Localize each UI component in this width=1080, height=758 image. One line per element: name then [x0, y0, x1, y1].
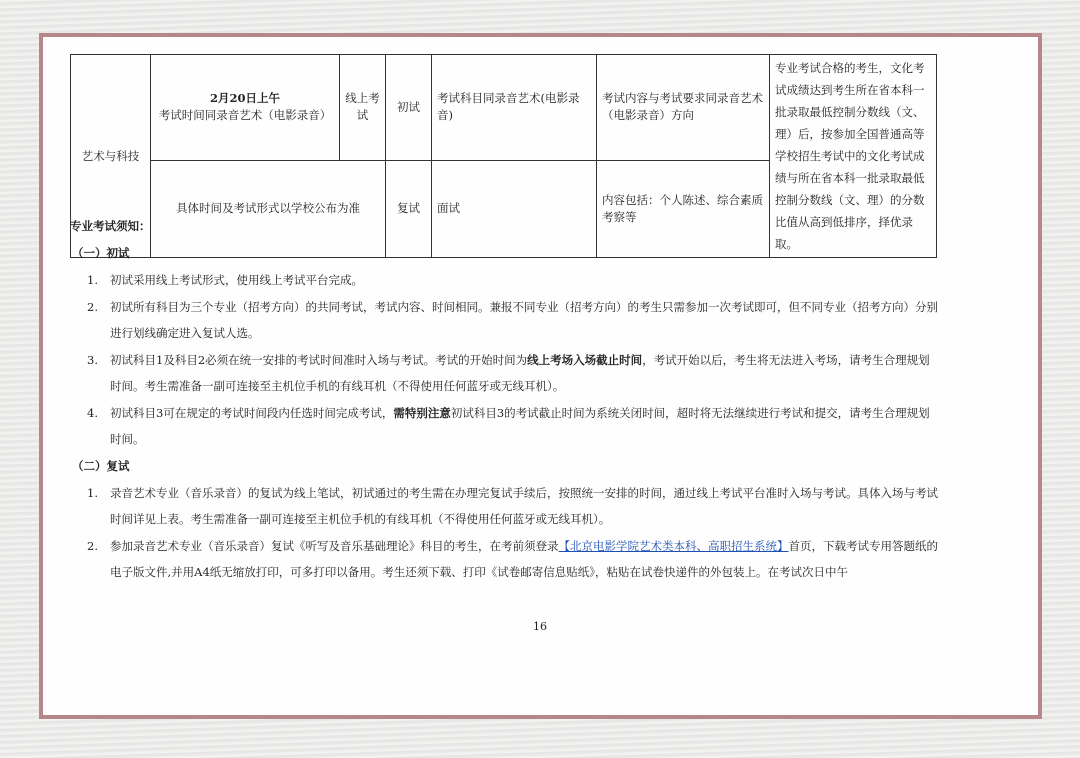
content-cell-retest: 内容包括：个人陈述、综合素质考察等	[597, 160, 770, 257]
admission-system-link[interactable]: 【北京电影学院艺术类本科、高职招生系统】	[558, 538, 789, 553]
subjects-cell-initial: 考试科目同录音艺术(电影录音)	[432, 55, 597, 161]
notes-heading: 专业考试须知：	[70, 219, 151, 233]
list-item: 2. 初试所有科目为三个专业（招考方向）的共同考试，考试内容、时间相同。兼报不同专业（招考方向）的考生只需参加一次考试即可，但不同专业（招考方向）分别进行划线确定进入复试人选。	[87, 299, 938, 340]
emphasis-text: 线上考场入场截止时间	[527, 352, 643, 367]
department-cell: 艺术与科技	[71, 55, 151, 258]
admission-rule-cell: 专业考试合格的考生，文化考试成绩达到考生所在省本科一批录取最低控制分数线（文、理）后，按参加全国普通高等学校招生考试中的文化考试成绩与所在省本科一批录取最低控制分数线（文、理）的分数比值从高到低排序，择优录取。	[770, 55, 937, 258]
list-item: 1. 录音艺术专业（音乐录音）的复试为线上笔试，初试通过的考生需在办理完复试手续后，按照统一安排的时间，通过线上考试平台准时入场与考试。具体入场与考试时间详见上表。考生需准备一副可连接至主机位手机的有线耳机（不得使用任何蓝牙或无线耳机）。	[87, 485, 938, 526]
list-item: 1. 初试采用线上考试形式，使用线上考试平台完成。	[87, 273, 363, 287]
section-retest-title: （二）复试	[72, 458, 130, 473]
content-cell-initial: 考试内容与考试要求同录音艺术（电影录音）方向	[597, 55, 770, 161]
exam-date: 2月20日上午	[209, 91, 280, 106]
stage-cell-retest: 复试	[386, 160, 432, 257]
exam-mode-cell: 线上考试	[340, 55, 386, 161]
exam-date-cell	[151, 55, 340, 161]
exam-notes	[70, 213, 940, 586]
stage-cell-initial: 初试	[386, 55, 432, 161]
retest-time-cell: 具体时间及考试形式以学校公布为准	[151, 160, 386, 257]
exam-time-note: 考试时间同录音艺术（电影录音）	[158, 108, 332, 123]
list-item: 2. 参加录音艺术专业（音乐录音）复试《听写及音乐基础理论》科目的考生，在考前须登录【北京电影学院艺术类本科、高职招生系统】首页，下载考试专用答题纸的电子版文件,并用A4纸无缩放打印，可多打印以备用。考生还须下载、打印《试卷邮寄信息贴纸》，粘贴在试卷快递件的外包装上。在考试次日中午	[87, 538, 938, 579]
list-item: 4. 初试科目3可在规定的考试时间段内任选时间完成考试，需特别注意初试科目3的考试截止时间为系统关闭时间，超时将无法继续进行考试和提交，请考生合理规划时间。	[87, 405, 930, 446]
emphasis-text: 需特别注意	[393, 405, 451, 420]
section-initial-title: （一）初试	[72, 246, 130, 260]
subjects-cell-retest: 面试	[432, 160, 597, 257]
list-item: 3. 初试科目1及科目2必须在统一安排的考试时间准时入场与考试。考试的开始时间为线上考场入场截止时间，考试开始以后，考生将无法进入考场，请考生合理规划时间。考生需准备一副可连接至主机位手机的有线耳机（不得使用任何蓝牙或无线耳机）。	[87, 352, 930, 393]
page-number: 16	[533, 620, 547, 633]
